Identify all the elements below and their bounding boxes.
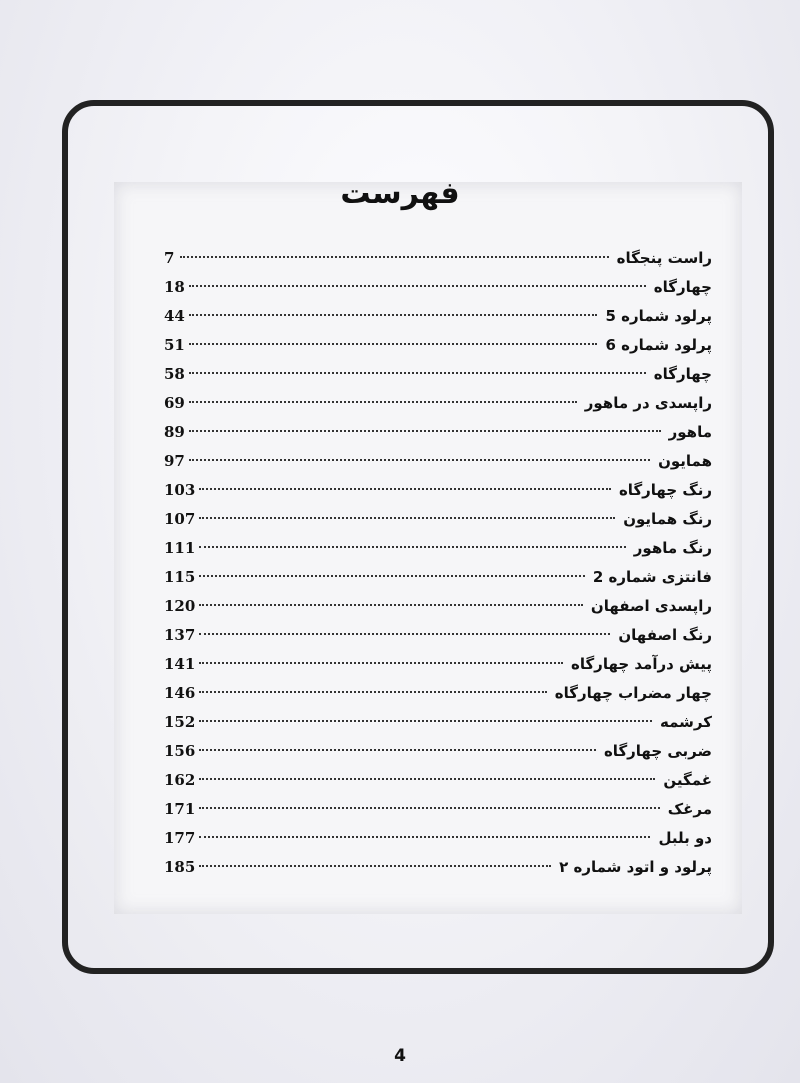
toc-entry-title: پرلود و اتود شماره ۲ [559, 858, 712, 876]
dot-leader [199, 778, 655, 780]
toc-entry-title: پیش درآمد چهارگاه [570, 655, 712, 673]
toc-entry-title: چهارگاه [653, 278, 712, 296]
dot-leader [199, 836, 650, 838]
toc-entry-page: 141 [164, 655, 196, 673]
dot-leader [189, 343, 598, 345]
toc-entry-page: 111 [164, 539, 196, 557]
toc-entry [164, 563, 712, 592]
toc-entry-page: 7 [164, 249, 175, 267]
toc-entry-page: 44 [164, 307, 185, 325]
page-number: 4 [394, 1046, 406, 1066]
toc-entry [164, 418, 712, 447]
toc-entry [164, 853, 712, 882]
toc-entry-page: 146 [164, 684, 196, 702]
toc-entry-page: 185 [164, 858, 196, 876]
dot-leader [199, 662, 563, 664]
toc-entry [164, 592, 712, 621]
dot-leader [199, 575, 585, 577]
toc-entry-page: 89 [164, 423, 185, 441]
toc-entry-page: 120 [164, 597, 196, 615]
dot-leader [199, 517, 615, 519]
toc-entry [164, 737, 712, 766]
toc-entry-title: رنگ اصفهان [618, 626, 712, 644]
toc-entry-title: ماهور [668, 423, 712, 441]
dot-leader [189, 285, 646, 287]
toc-entry-title: پرلود شماره 5 [605, 307, 712, 325]
toc-entry-page: 152 [164, 713, 196, 731]
toc-entry [164, 795, 712, 824]
toc-entry [164, 447, 712, 476]
toc-entry-title: پرلود شماره 6 [605, 336, 712, 354]
toc-entry [164, 650, 712, 679]
toc-entry [164, 621, 712, 650]
toc-entry-page: 18 [164, 278, 185, 296]
toc-entry-page: 115 [164, 568, 196, 586]
dot-leader [199, 720, 652, 722]
toc-entry-title: همایون [658, 452, 712, 470]
toc-entry [164, 244, 712, 273]
toc-entry-page: 162 [164, 771, 196, 789]
toc-entry-page: 58 [164, 365, 185, 383]
dot-leader [199, 749, 596, 751]
dot-leader [189, 430, 661, 432]
dot-leader [199, 604, 583, 606]
table-of-contents [164, 244, 712, 882]
dot-leader [199, 865, 551, 867]
toc-entry-title: فانتزی شماره 2 [592, 568, 712, 586]
toc-entry-title: رنگ ماهور [633, 539, 712, 557]
dot-leader [189, 401, 577, 403]
toc-entry-title: چهارگاه [653, 365, 712, 383]
toc-entry-title: غمگین [663, 771, 712, 789]
toc-entry [164, 302, 712, 331]
toc-entry [164, 389, 712, 418]
toc-entry-page: 137 [164, 626, 196, 644]
toc-entry-page: 103 [164, 481, 196, 499]
toc-entry-title: کرشمه [660, 713, 712, 731]
toc-entry [164, 360, 712, 389]
dot-leader [199, 488, 611, 490]
dot-leader [189, 459, 650, 461]
toc-entry-title: دو بلبل [658, 829, 712, 847]
toc-entry [164, 534, 712, 563]
toc-entry-page: 97 [164, 452, 185, 470]
toc-entry-page: 69 [164, 394, 185, 412]
toc-entry-title: راپسدی در ماهور [584, 394, 712, 412]
toc-entry-title: چهار مضراب چهارگاه [554, 684, 712, 702]
toc-entry-title: ضربی چهارگاه [603, 742, 712, 760]
dot-leader [199, 633, 610, 635]
dot-leader [199, 546, 625, 548]
page-title: فهرست [340, 176, 460, 211]
toc-entry [164, 273, 712, 302]
toc-entry-page: 51 [164, 336, 185, 354]
toc-entry [164, 476, 712, 505]
toc-entry-title: مرغک [667, 800, 712, 818]
toc-entry [164, 679, 712, 708]
toc-entry-title: راست پنجگاه [616, 249, 712, 267]
toc-entry [164, 708, 712, 737]
toc-entry-page: 171 [164, 800, 196, 818]
toc-entry [164, 505, 712, 534]
toc-entry-title: رنگ چهارگاه [618, 481, 712, 499]
toc-entry-page: 156 [164, 742, 196, 760]
toc-entry-title: رنگ همایون [623, 510, 712, 528]
toc-entry-page: 177 [164, 829, 196, 847]
dot-leader [180, 256, 609, 258]
dot-leader [199, 691, 546, 693]
dot-leader [189, 372, 646, 374]
toc-entry [164, 766, 712, 795]
toc-entry-page: 107 [164, 510, 196, 528]
toc-entry [164, 331, 712, 360]
toc-entry [164, 824, 712, 853]
toc-entry-title: راپسدی اصفهان [590, 597, 712, 615]
dot-leader [189, 314, 598, 316]
dot-leader [199, 807, 659, 809]
